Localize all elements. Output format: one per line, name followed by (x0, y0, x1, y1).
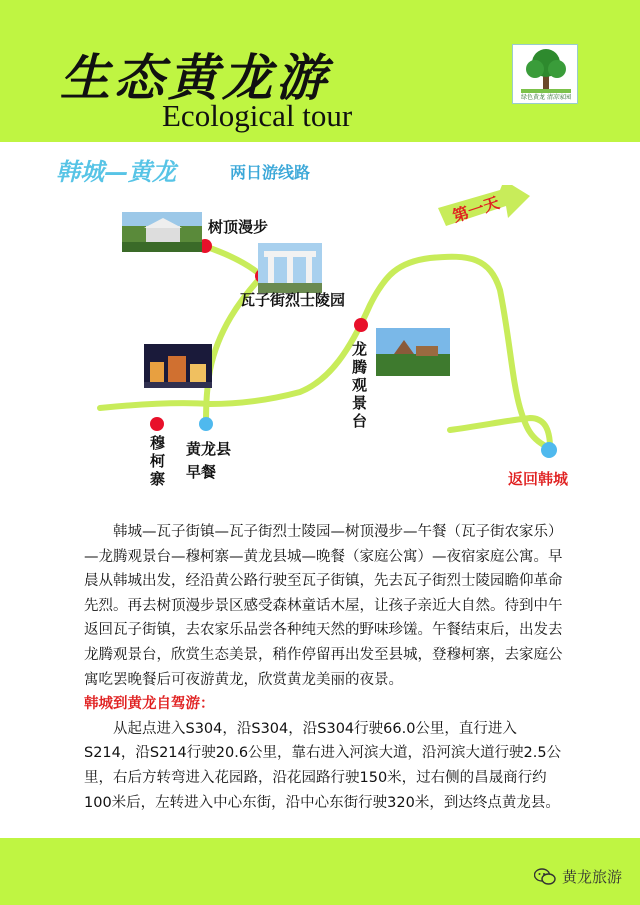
drive-section-title: 韩城到黄龙自驾游： (84, 696, 215, 713)
route-line-treewalk (204, 246, 262, 276)
logo-caption: 绿色黄龙 清凉家园 (521, 94, 571, 101)
label-return: 返回韩城 (508, 470, 569, 488)
dot-huanglong (199, 417, 213, 431)
longteng-image-icon (376, 328, 450, 376)
wechat-account (534, 866, 622, 887)
label-muke: 穆柯寨 (150, 434, 166, 488)
itinerary-text (84, 520, 564, 815)
night-town-image-icon (144, 344, 212, 388)
label-wazijie: 瓦子街烈士陵园 (240, 291, 346, 309)
dot-return (541, 442, 557, 458)
wechat-name: 黄龙旅游 (561, 868, 622, 886)
label-breakfast: 早餐 (186, 463, 217, 481)
photo-longteng (376, 328, 450, 376)
dot-longteng (354, 318, 368, 332)
wechat-icon (534, 868, 556, 886)
logo (512, 44, 578, 104)
photo-memorial-gate (258, 243, 322, 293)
footer-banner (0, 838, 640, 905)
drive-directions: 从起点进入S304，沿S304，沿S304行驶66.0公里，直行进入S214，沿S214行驶20.6公里，靠右进入河滨大道，沿河滨大道行驶2.5公里，右后方转弯进入花园路，沿花园路行驶150米，过右侧的昌晟商行约100米后，左转进入中心东街，沿中心东街行驶320米，到达终点黄龙县。 (84, 720, 562, 811)
photo-night-town (144, 344, 212, 388)
route-subtitle: 两日游线路 (230, 163, 311, 182)
tree-walk-image-icon (122, 212, 202, 252)
day-one-label: 第一天 (450, 193, 502, 226)
route-map (0, 185, 640, 505)
photo-tree-walk (122, 212, 202, 252)
route-title: 韩城—黄龙 (56, 157, 176, 186)
title-chinese: 生态黄龙游 (60, 48, 330, 107)
label-huanglong: 黄龙县 (186, 440, 232, 458)
label-shuding: 树顶漫步 (208, 218, 269, 236)
title-english: Ecological tour (162, 98, 353, 133)
header-banner (0, 0, 640, 142)
tree-logo-icon (513, 45, 579, 95)
route-line-return (450, 418, 550, 448)
label-longteng: 龙腾观景台 (352, 340, 368, 430)
memorial-gate-image-icon (258, 243, 322, 293)
itinerary-paragraph: 韩城—瓦子街镇—瓦子街烈士陵园—树顶漫步—午餐（瓦子街农家乐）—龙腾观景台—穆柯寨—黄龙县城—晚餐（家庭公寓）—夜宿家庭公寓。早晨从韩城出发，经沿黄公路行驶至瓦子街镇，先去瓦子街烈士陵园瞻仰革命先烈。再去树顶漫步景区感受森林童话木屋，让孩子亲近大自然。待到中午返回瓦子街镇，去农家乐品尝各种纯天然的野味珍馐。午餐结束后，出发去龙腾观景台，欣赏生态美景，稍作停留再出发至县城，登穆柯寨，去家庭公寓吃罢晚餐后可夜游黄龙，欣赏黄龙美丽的夜景。 (84, 524, 563, 688)
dot-muke (150, 417, 164, 431)
